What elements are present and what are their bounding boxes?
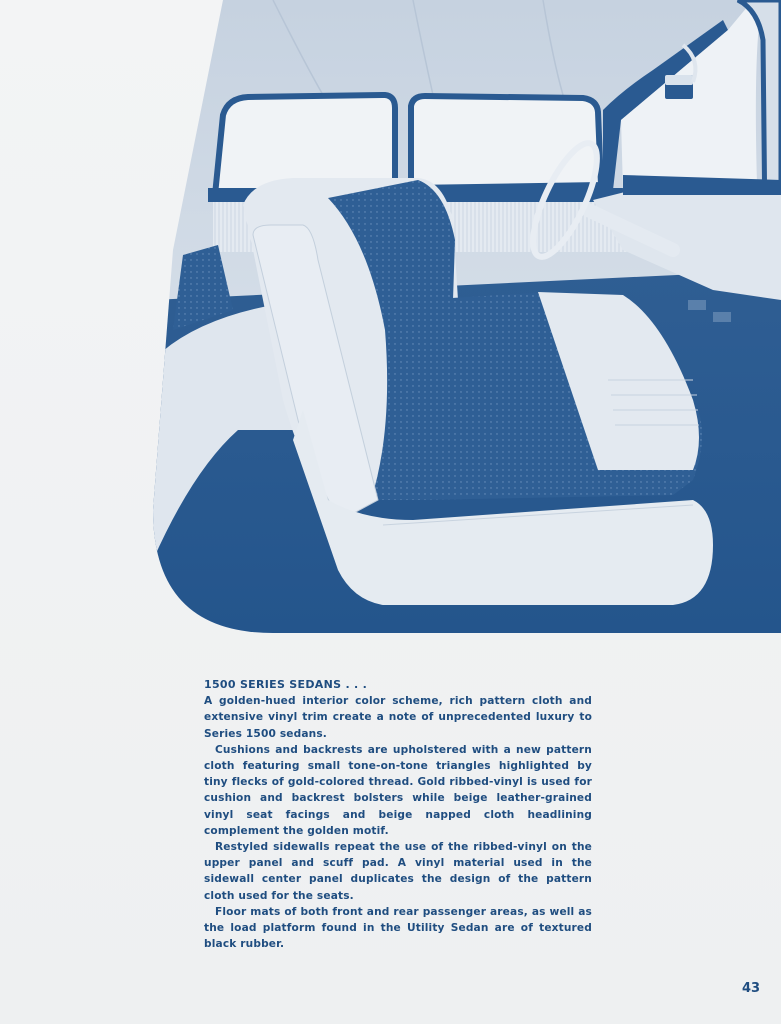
article-paragraph-4: Floor mats of both front and rear passenger areas, as well as the load platform found in the Utility Sedan are of textured black rubber. (204, 905, 592, 951)
article-paragraph-2: Cushions and backrests are upholstered with a new pattern cloth featuring small tone-on-tone triangles highlighted by tiny flecks of gold-colored thread. Gold ribbed-vinyl is used for cushion and backrest bolsters while beige leather-grained vinyl seat facings and beige napped cloth headlining complement the golden motif. (204, 743, 592, 837)
sedan-interior-illustration (153, 0, 781, 633)
page-number: 43 (742, 981, 761, 996)
article-paragraph-1: A golden-hued interior color scheme, rich pattern cloth and extensive vinyl trim create a note of unprecedented luxury to Series 1500 sedans. (204, 695, 592, 740)
article-paragraph-3: Restyled sidewalls repeat the use of the ribbed-vinyl on the upper panel and scuff pad. A vinyl material used in the sidewall center panel duplicates the design of the pattern cloth used for the seats. (204, 841, 592, 902)
article-text (204, 677, 592, 952)
interior-photo (153, 0, 781, 633)
article-heading: 1500 SERIES SEDANS . . . (204, 678, 368, 691)
